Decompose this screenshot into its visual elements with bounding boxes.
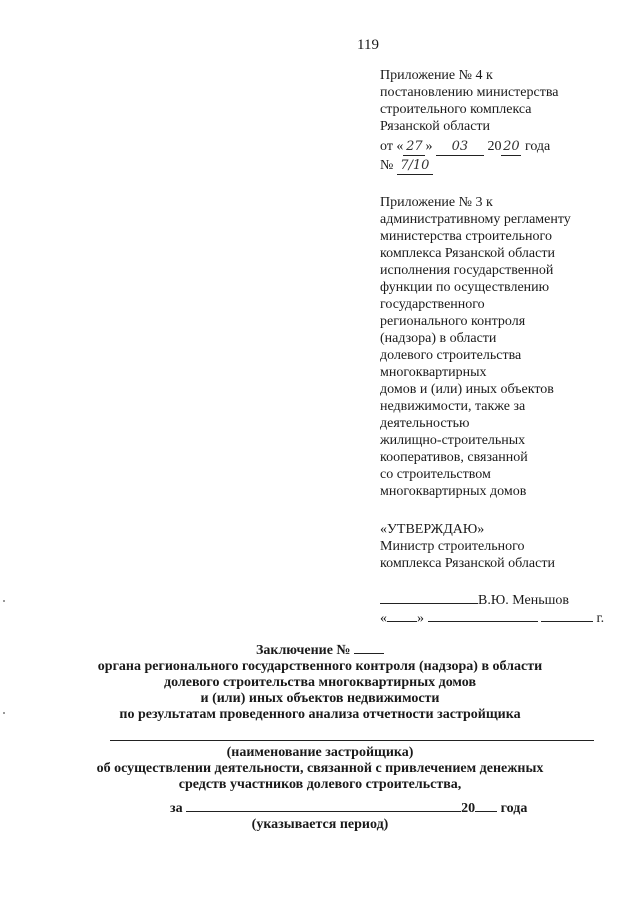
conclusion-line: долевого строительства многоквартирных домов: [164, 675, 476, 690]
developer-caption: (наименование застройщика): [226, 745, 414, 760]
date-close-quote: »: [417, 611, 424, 626]
appendix-3-line: со строительством: [380, 467, 491, 482]
day-blank: [387, 609, 417, 622]
appendix-3-line: кооперативов, связанной: [380, 450, 528, 465]
conclusion-title-text: Заключение №: [256, 643, 351, 658]
conclusion-title: [0, 641, 640, 659]
appendix-3-line: недвижимости, также за: [380, 399, 526, 414]
signature-line: [380, 591, 569, 609]
appendix-4-date-line: [380, 138, 558, 156]
appendix-3-line: деятельностью: [380, 416, 470, 431]
approval-date-line: [380, 609, 604, 627]
conclusion-line: органа регионального государственного контроля (надзора) в области: [97, 659, 543, 674]
appendix-3-line: долевого строительства: [380, 348, 522, 363]
developer-section: [0, 745, 640, 793]
scan-speck: [3, 600, 5, 602]
appendix-3-line: Приложение № 3 к: [380, 195, 493, 210]
number-prefix: №: [380, 158, 394, 173]
period-suffix: года: [500, 801, 528, 816]
period-year-blank: [475, 799, 497, 812]
appendix-4-line: Приложение № 4 к: [380, 68, 493, 83]
date-suffix: года: [524, 139, 551, 154]
appendix-3-line: исполнения государственной: [380, 263, 554, 278]
period-year-prefix: 20: [461, 801, 476, 816]
approval-position: Министр строительного: [380, 539, 525, 554]
date-month: 03: [436, 138, 484, 156]
appendix-3-line: комплекса Рязанской области: [380, 246, 555, 261]
appendix-3-line: (надзора) в области: [380, 331, 497, 346]
document-number: 7/10: [397, 157, 433, 175]
year-blank: [541, 609, 593, 622]
signature-blank: [380, 591, 478, 604]
approval-stamp: «УТВЕРЖДАЮ»: [380, 522, 485, 537]
period-caption-wrap: [0, 817, 640, 833]
appendix-3-line: регионального контроля: [380, 314, 526, 329]
date-open-quote: «: [380, 611, 387, 626]
date-year-prefix: 20: [487, 139, 502, 154]
appendix-3-line: министерства строительного: [380, 229, 552, 244]
approval-block: [380, 521, 555, 572]
appendix-3-header: [380, 194, 571, 500]
appendix-4-line: строительного комплекса: [380, 102, 532, 117]
date-mid: »: [425, 139, 433, 154]
period-line: [170, 799, 527, 817]
appendix-4-line: постановлению министерства: [380, 85, 559, 100]
activity-line: средств участников долевого строительства,: [178, 777, 462, 792]
year-suffix: г.: [596, 611, 605, 626]
appendix-3-line: домов и (или) иных объектов: [380, 382, 554, 397]
appendix-3-line: административному регламенту: [380, 212, 571, 227]
approval-position: комплекса Рязанской области: [380, 556, 555, 571]
date-year: 20: [503, 139, 520, 154]
appendix-3-line: многоквартирных: [380, 365, 487, 380]
appendix-3-line: жилищно-строительных: [380, 433, 526, 448]
period-prefix: за: [170, 801, 183, 816]
period-caption: (указывается период): [251, 817, 389, 832]
activity-line: об осуществлении деятельности, связанной с привлечением денежных: [96, 761, 544, 776]
conclusion-line: и (или) иных объектов недвижимости: [200, 691, 440, 706]
appendix-4-number-line: [380, 157, 558, 175]
period-blank: [186, 799, 461, 812]
date-prefix: от «: [380, 139, 404, 154]
signer-name: В.Ю. Меньшов: [478, 593, 569, 608]
month-blank: [428, 609, 538, 622]
appendix-3-line: государственного: [380, 297, 485, 312]
conclusion-heading: [0, 641, 640, 723]
appendix-3-line: функции по осуществлению: [380, 280, 550, 295]
developer-name-blank: [110, 740, 594, 741]
page-number: 119: [357, 37, 379, 53]
appendix-4-line: Рязанской области: [380, 119, 491, 134]
date-day: 27: [403, 138, 425, 156]
appendix-4-header: [380, 67, 558, 175]
appendix-3-line: многоквартирных домов: [380, 484, 527, 499]
conclusion-line: по результатам проведенного анализа отчетности застройщика: [119, 707, 521, 722]
scan-speck: [3, 712, 5, 714]
conclusion-number-blank: [354, 641, 384, 654]
